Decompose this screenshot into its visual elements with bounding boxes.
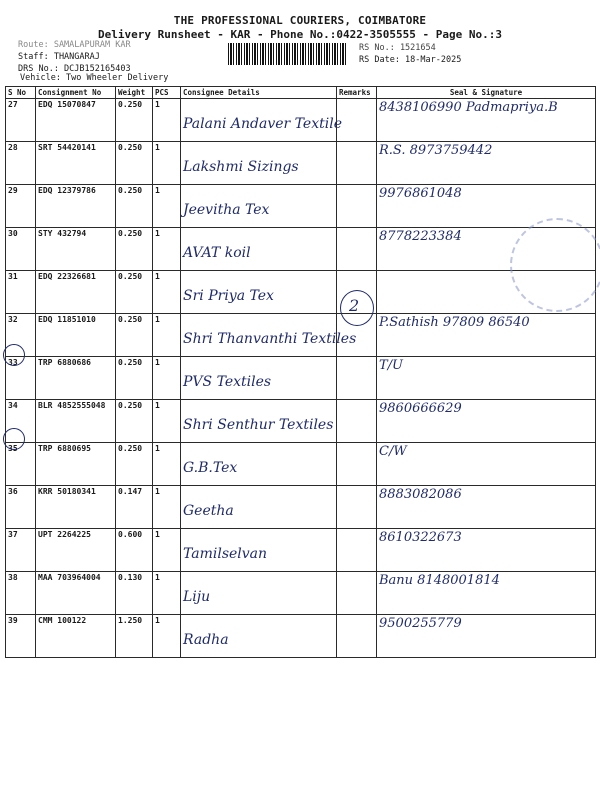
pcs-cell: 1	[153, 99, 181, 142]
table-row	[6, 443, 596, 486]
consignee-cell	[181, 142, 337, 185]
table-row	[6, 615, 596, 658]
table-row	[6, 142, 596, 185]
weight-cell: 0.147	[116, 486, 153, 529]
sno-cell: 34	[6, 400, 36, 443]
weight-cell: 0.250	[116, 357, 153, 400]
signature-handwriting: 8438106990 Padmapriya.B	[379, 100, 558, 115]
consignment-cell: UPT 2264225	[36, 529, 116, 572]
sno-cell: 29	[6, 185, 36, 228]
consignment-cell: STY 432794	[36, 228, 116, 271]
weight-cell: 0.250	[116, 271, 153, 314]
consignment-cell: CMM 100122	[36, 615, 116, 658]
remarks-cell	[337, 99, 377, 142]
signature-handwriting: 9976861048	[379, 186, 462, 201]
signature-cell	[377, 99, 596, 142]
drs-number: DRS No.: DCJB152165403	[18, 64, 131, 74]
remarks-cell	[337, 228, 377, 271]
consignment-cell: BLR 4852555048	[36, 400, 116, 443]
consignee-handwriting: Jeevitha Tex	[183, 202, 270, 218]
sno-cell: 30	[6, 228, 36, 271]
pcs-cell: 1	[153, 615, 181, 658]
signature-handwriting: 8778223384	[379, 229, 462, 244]
pcs-cell: 1	[153, 228, 181, 271]
remarks-cell	[337, 185, 377, 228]
staff-label: Staff: THANGARAJ	[18, 52, 100, 62]
signature-cell	[377, 400, 596, 443]
sheet-title: THE PROFESSIONAL COURIERS, COIMBATORE	[173, 14, 427, 27]
rs-number: RS No.: 1521654	[359, 43, 436, 53]
sno-cell: 38	[6, 572, 36, 615]
sno-cell: 33	[6, 357, 36, 400]
consignment-cell: EDQ 15070847	[36, 99, 116, 142]
table-row	[6, 228, 596, 271]
weight-cell: 0.250	[116, 228, 153, 271]
consignment-cell: MAA 703964004	[36, 572, 116, 615]
remarks-cell	[337, 443, 377, 486]
signature-cell	[377, 142, 596, 185]
weight-cell: 0.250	[116, 443, 153, 486]
signature-handwriting: T/U	[379, 358, 404, 373]
column-header: Consignment No	[36, 87, 116, 99]
table-header-row	[6, 87, 596, 99]
consignee-handwriting: Liju	[183, 589, 211, 605]
weight-cell: 1.250	[116, 615, 153, 658]
pcs-cell: 1	[153, 486, 181, 529]
signature-cell	[377, 357, 596, 400]
column-header: Seal & Signature	[377, 87, 596, 99]
consignee-handwriting: AVAT koil	[183, 245, 251, 261]
remarks-cell	[337, 529, 377, 572]
table-row	[6, 572, 596, 615]
consignee-handwriting: Sri Priya Tex	[183, 288, 274, 304]
consignee-cell	[181, 228, 337, 271]
signature-handwriting: C/W	[379, 444, 407, 459]
column-header: Weight	[116, 87, 153, 99]
column-header: PCS	[153, 87, 181, 99]
consignee-cell	[181, 99, 342, 142]
signature-handwriting: 9500255779	[379, 616, 462, 631]
remarks-cell	[337, 357, 377, 400]
consignee-handwriting: Lakshmi Sizings	[183, 159, 299, 175]
signature-cell	[377, 572, 596, 615]
consignee-cell	[181, 314, 357, 357]
consignee-cell	[181, 443, 337, 486]
pcs-cell: 1	[153, 400, 181, 443]
sno-cell: 32	[6, 314, 36, 357]
consignee-cell	[181, 486, 337, 529]
consignment-cell: EDQ 11851010	[36, 314, 116, 357]
pcs-cell: 1	[153, 271, 181, 314]
consignee-handwriting: Shri Senthur Textiles	[183, 417, 334, 433]
sno-cell: 28	[6, 142, 36, 185]
consignee-cell	[181, 271, 337, 314]
consignment-cell: EDQ 12379786	[36, 185, 116, 228]
table-row	[6, 314, 596, 357]
table-row	[6, 529, 596, 572]
row-circle-mark	[3, 344, 25, 366]
consignee-cell	[181, 572, 337, 615]
column-header: Remarks	[337, 87, 377, 99]
barcode	[228, 43, 346, 65]
sno-cell: 39	[6, 615, 36, 658]
remark-mark-number: 2	[349, 296, 360, 315]
consignee-handwriting: Palani Andaver Textile	[183, 116, 342, 132]
consignee-handwriting: Radha	[183, 632, 229, 648]
sno-cell: 27	[6, 99, 36, 142]
consignment-cell: TRP 6880686	[36, 357, 116, 400]
weight-cell: 0.250	[116, 400, 153, 443]
pcs-cell: 1	[153, 314, 181, 357]
weight-cell: 0.250	[116, 142, 153, 185]
consignment-cell: KRR 50180341	[36, 486, 116, 529]
route-label: Route: SAMALAPURAM KAR	[18, 40, 131, 50]
signature-cell	[377, 486, 596, 529]
remarks-cell	[337, 400, 377, 443]
sno-cell: 31	[6, 271, 36, 314]
vehicle-label: Vehicle: Two Wheeler Delivery	[20, 73, 169, 83]
consignee-handwriting: PVS Textiles	[183, 374, 272, 390]
signature-handwriting: 8883082086	[379, 487, 462, 502]
sno-cell: 35	[6, 443, 36, 486]
pcs-cell: 1	[153, 357, 181, 400]
signature-cell	[377, 443, 596, 486]
sheet-subtitle: Delivery Runsheet - KAR - Phone No.:0422-3505555 - Page No.:3	[98, 28, 502, 41]
signature-handwriting: Banu 8148001814	[379, 573, 500, 588]
sno-cell: 36	[6, 486, 36, 529]
consignee-handwriting: Geetha	[183, 503, 234, 519]
consignee-cell	[181, 615, 337, 658]
pcs-cell: 1	[153, 529, 181, 572]
consignee-handwriting: G.B.Tex	[183, 460, 238, 476]
row-circle-mark	[3, 428, 25, 450]
pcs-cell: 1	[153, 142, 181, 185]
consignment-cell: TRP 6880695	[36, 443, 116, 486]
runsheet-table	[5, 86, 596, 658]
remarks-cell	[337, 572, 377, 615]
table-row	[6, 271, 596, 314]
signature-cell	[377, 529, 596, 572]
consignment-cell: SRT 54420141	[36, 142, 116, 185]
pcs-cell: 1	[153, 572, 181, 615]
table-row	[6, 400, 596, 443]
signature-handwriting: 9860666629	[379, 401, 462, 416]
signature-handwriting: P.Sathish 97809 86540	[379, 315, 530, 330]
seal-stamp	[510, 218, 600, 312]
table-row	[6, 357, 596, 400]
table-row	[6, 486, 596, 529]
remarks-cell	[337, 142, 377, 185]
consignment-cell: EDQ 22326681	[36, 271, 116, 314]
consignee-cell	[181, 400, 337, 443]
weight-cell: 0.130	[116, 572, 153, 615]
signature-handwriting: R.S. 8973759442	[379, 143, 493, 158]
table-row	[6, 99, 596, 142]
weight-cell: 0.250	[116, 185, 153, 228]
consignee-cell	[181, 357, 337, 400]
weight-cell: 0.250	[116, 314, 153, 357]
weight-cell: 0.600	[116, 529, 153, 572]
weight-cell: 0.250	[116, 99, 153, 142]
remarks-cell	[337, 486, 377, 529]
consignee-handwriting: Tamilselvan	[183, 546, 268, 562]
column-header: Consignee Details	[181, 87, 337, 99]
signature-cell	[377, 615, 596, 658]
consignee-cell	[181, 185, 337, 228]
rs-date: RS Date: 18-Mar-2025	[359, 55, 462, 65]
pcs-cell: 1	[153, 185, 181, 228]
signature-handwriting: 8610322673	[379, 530, 462, 545]
table-row	[6, 185, 596, 228]
pcs-cell: 1	[153, 443, 181, 486]
consignee-cell	[181, 529, 337, 572]
signature-cell	[377, 314, 596, 357]
sno-cell: 37	[6, 529, 36, 572]
consignee-handwriting: Shri Thanvanthi Textiles	[183, 331, 357, 347]
remarks-cell	[337, 615, 377, 658]
column-header: S No	[6, 87, 36, 99]
